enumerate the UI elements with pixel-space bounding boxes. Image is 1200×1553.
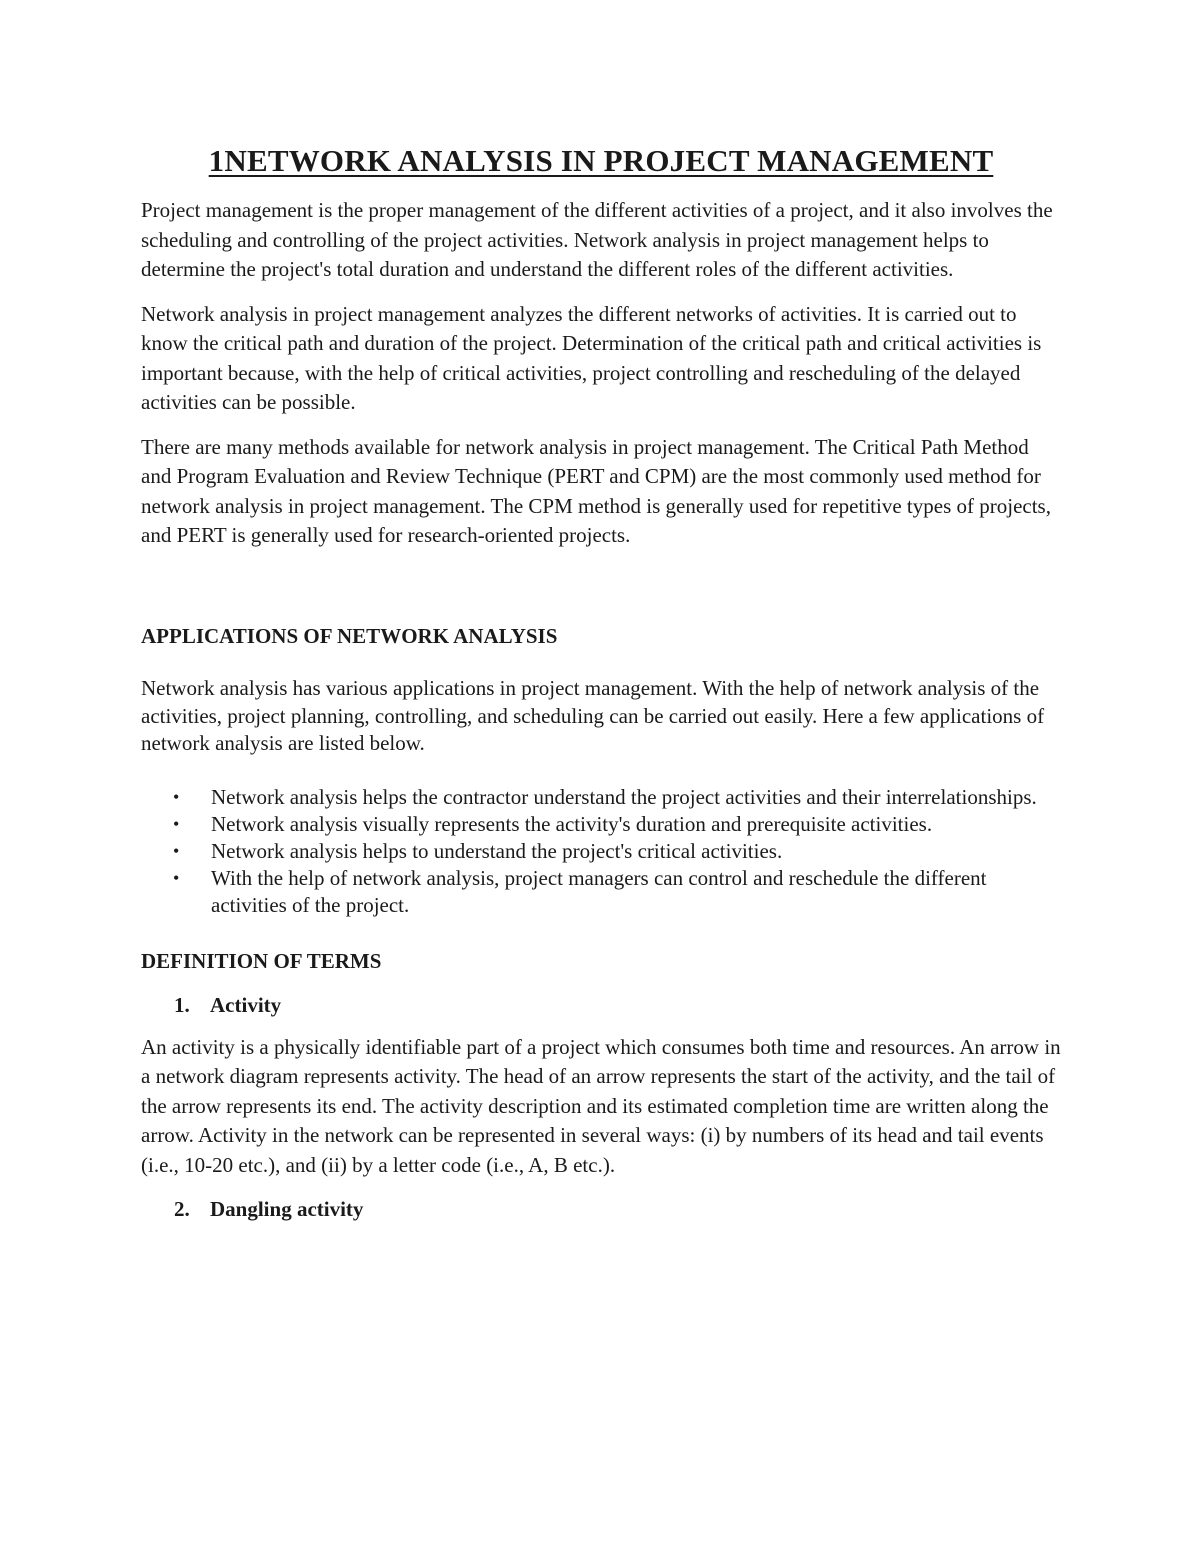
list-item-text: Network analysis helps the contractor understand the project activities and their interrelationships. [211,784,1037,809]
list-item-text: With the help of network analysis, project managers can control and reschedule the different activities of the project. [211,865,987,917]
term-heading-activity [141,991,1061,1021]
list-item [141,865,1061,919]
bullet-icon: • [173,840,180,861]
intro-paragraph-1: Project management is the proper management of the different activities of a project, and it also involves the scheduling and controlling of the project activities. Network analysis in project management helps to determine the project's total duration and understand the different roles of the different activities. [141,198,1053,281]
document-title: 1NETWORK ANALYSIS IN PROJECT MANAGEMENT [208,143,994,178]
list-item [141,838,1061,865]
section-spacer [141,566,1061,622]
bullet-icon: • [173,786,180,807]
document-page [141,140,1061,1237]
bullet-icon: • [173,813,180,834]
term-heading-dangling-activity [141,1195,1061,1225]
list-item [141,784,1061,811]
applications-heading: APPLICATIONS OF NETWORK ANALYSIS [141,623,558,648]
term-name: Dangling activity [210,1197,364,1221]
applications-paragraph: Network analysis has various applications in project management. With the help of network analysis of the activities, project planning, controlling, and scheduling can be carried out easily. Here a few applications of network analysis are listed below. [141,676,1045,755]
intro-paragraph-2: Network analysis in project management analyzes the different networks of activities. It is carried out to know the critical path and duration of the project. Determination of the critical path and critical activities is important because, with the help of critical activities, project controlling and rescheduling of the delayed activities can be possible. [141,301,1042,414]
list-item-text: Network analysis helps to understand the project's critical activities. [211,838,783,863]
list-item [141,811,1061,838]
term-name: Activity [210,993,282,1017]
definitions-heading: DEFINITION OF TERMS [141,948,382,973]
term-number: 1. [174,993,190,1017]
intro-paragraph-3: There are many methods available for network analysis in project management. The Critical Path Method and Program Evaluation and Review Technique (PERT and CPM) are the most commonly used method for network analysis in project management. The CPM method is generally used for repetitive types of projects, and PERT is generally used for research-oriented projects. [141,434,1051,547]
bullet-icon: • [173,867,180,888]
term-body-activity: An activity is a physically identifiable part of a project which consumes both time and resources. An arrow in a network diagram represents activity. The head of an arrow represents the start of the activity, and the tail of the arrow represents its end. The activity description and its estimated completion time are written along the arrow. Activity in the network can be represented in several ways: (i) by numbers of its head and tail events (i.e., 10-20 etc.), and (ii) by a letter code (i.e., A, B etc.). [141,1034,1061,1177]
applications-list [141,784,1061,919]
term-number: 2. [174,1197,190,1221]
list-item-text: Network analysis visually represents the activity's duration and prerequisite activities. [211,811,933,836]
